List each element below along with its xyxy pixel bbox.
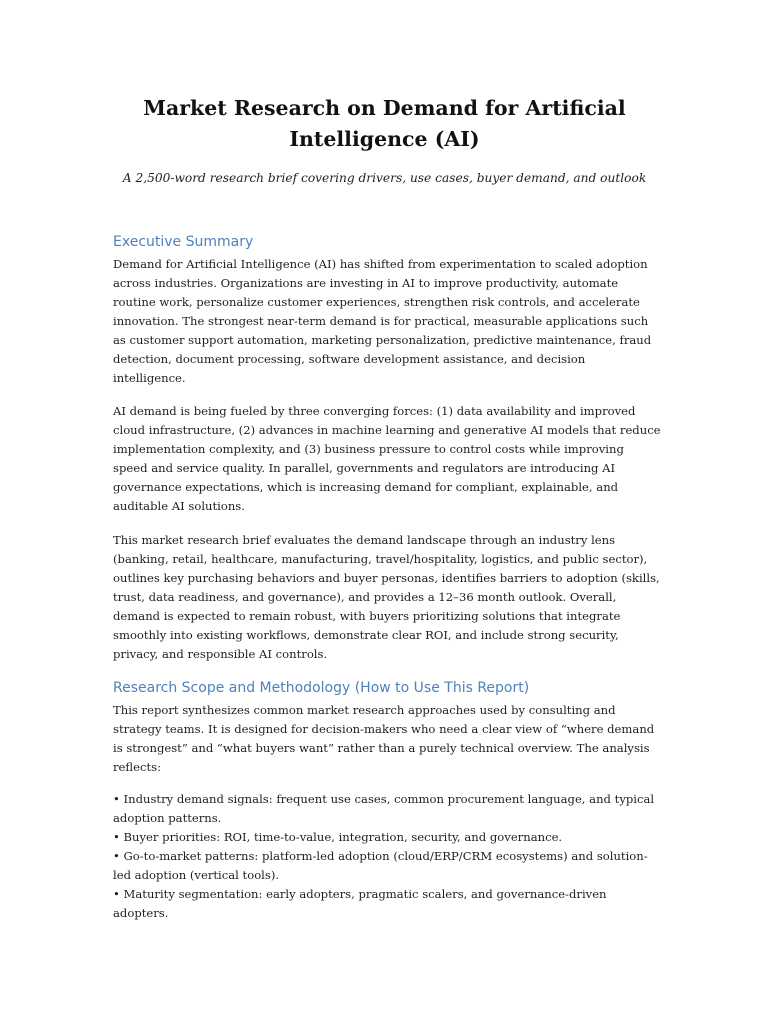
executive-summary-paragraph-1: Demand for Artificial Intelligence (AI) has shifted from experimentation to scaled adoption across industries. Organizations are investing in AI to improve productivity, automate routine work, personalize customer experiences, strengthen risk controls, and accelerate innovation. The strongest near-term demand is for practical, measurable applications such as customer support automation, marketing personalization, predictive maintenance, fraud detection, document processing, software development assistance, and decision intelligence. — [113, 257, 652, 385]
bullet-item-buyer-priorities: • Buyer priorities: ROI, time-to-value, integration, security, and governance. — [113, 830, 563, 844]
bullet-item-industry-demand-signals: • Industry demand signals: frequent use cases, common procurement language, and typical adoption patterns. — [113, 792, 655, 825]
research-scope-bullet-list — [113, 790, 661, 923]
document-title: Market Research on Demand for Artificial Intelligence (AI) — [143, 96, 626, 151]
research-scope-paragraph-1: This report synthesizes common market research approaches used by consulting and strategy teams. It is designed for decision-makers who need a clear view of “where demand is strongest” and “what buyers want” rather than a purely technical overview. The analysis reflects: — [113, 703, 655, 774]
bullet-item-go-to-market-patterns: • Go-to-market patterns: platform-led adoption (cloud/ERP/CRM ecosystems) and solution-led adoption (vertical tools). — [113, 849, 648, 882]
section-heading-executive-summary: Executive Summary — [113, 234, 254, 250]
document-subtitle: A 2,500-word research brief covering drivers, use cases, buyer demand, and outlook — [122, 171, 647, 185]
section-heading-research-scope: Research Scope and Methodology (How to Use This Report) — [113, 680, 530, 696]
bullet-item-maturity-segmentation: • Maturity segmentation: early adopters, pragmatic scalers, and governance-driven adopters. — [113, 887, 607, 920]
executive-summary-paragraph-3: This market research brief evaluates the demand landscape through an industry lens (banking, retail, healthcare, manufacturing, travel/hospitality, logistics, and public sector), outlines key purchasing behaviors and buyer personas, identifies barriers to adoption (skills, trust, data readiness, and governance), and provides a 12–36 month outlook. Overall, demand is expected to remain robust, with buyers prioritizing solutions that integrate smoothly into existing workflows, demonstrate clear ROI, and include strong security, privacy, and responsible AI controls. — [113, 533, 660, 661]
executive-summary-paragraph-2: AI demand is being fueled by three converging forces: (1) data availability and improved cloud infrastructure, (2) advances in machine learning and generative AI models that reduce implementation complexity, and (3) business pressure to control costs while improving speed and service quality. In parallel, governments and regulators are introducing AI governance expectations, which is increasing demand for compliant, explainable, and auditable AI solutions. — [113, 404, 661, 513]
